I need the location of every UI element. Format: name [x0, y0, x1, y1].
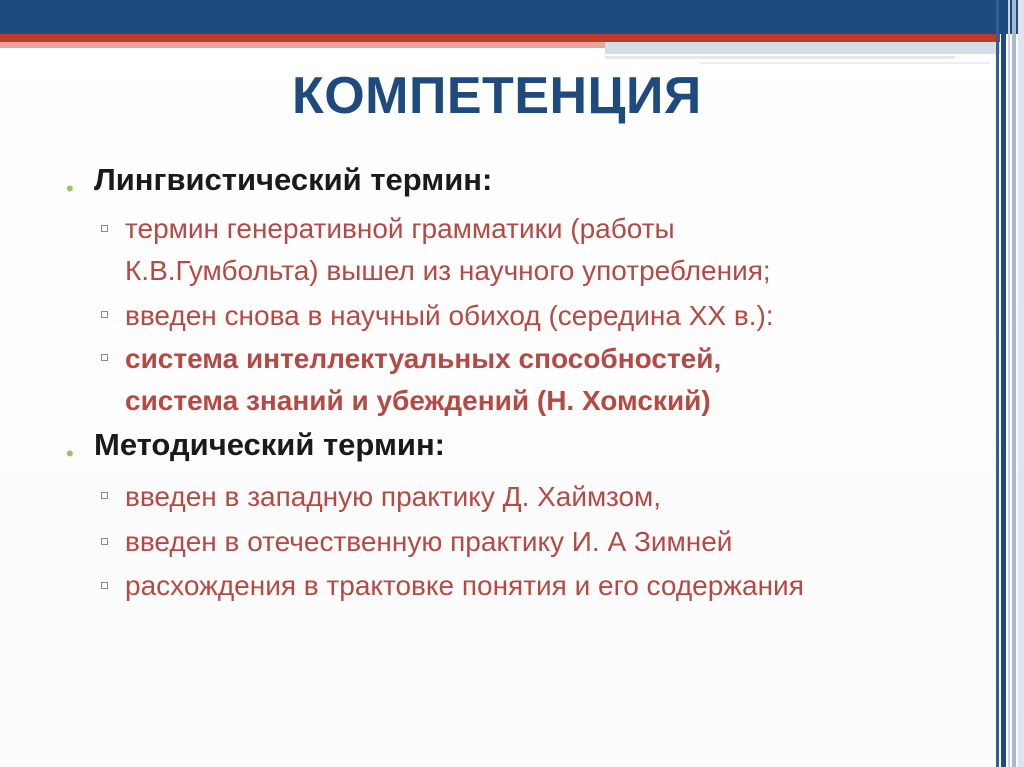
list-item-line: введен в отечественную практику И. А Зимней — [125, 526, 733, 557]
square-bullet-icon — [101, 225, 108, 232]
section-heading: Лингвистический термин: — [94, 162, 493, 197]
slide-title: КОМПЕТЕНЦИЯ — [292, 67, 702, 125]
list-item-line: расхождения в трактовке понятия и его содержания — [125, 570, 804, 601]
round-bullet-icon: • — [66, 176, 74, 201]
square-bullet-icon — [101, 492, 108, 499]
section-heading: Методический термин: — [94, 427, 445, 462]
list-item-line: термин генеративной грамматики (работы — [125, 213, 675, 244]
square-bullet-icon — [101, 582, 108, 589]
list-item-line: система знаний и убеждений (Н. Хомский) — [125, 385, 711, 416]
list-item-line: система интеллектуальных способностей, — [125, 343, 722, 374]
square-bullet-icon — [101, 538, 108, 545]
square-bullet-icon — [101, 354, 108, 361]
square-bullet-icon — [101, 311, 108, 318]
list-item-line: введен снова в научный обиход (середина XX в.): — [125, 300, 774, 331]
list-item-line: введен в западную практику Д. Хаймзом, — [125, 481, 662, 512]
list-item-line: К.В.Гумбольта) вышел из научного употребления; — [125, 255, 771, 286]
round-bullet-icon: • — [66, 441, 74, 466]
